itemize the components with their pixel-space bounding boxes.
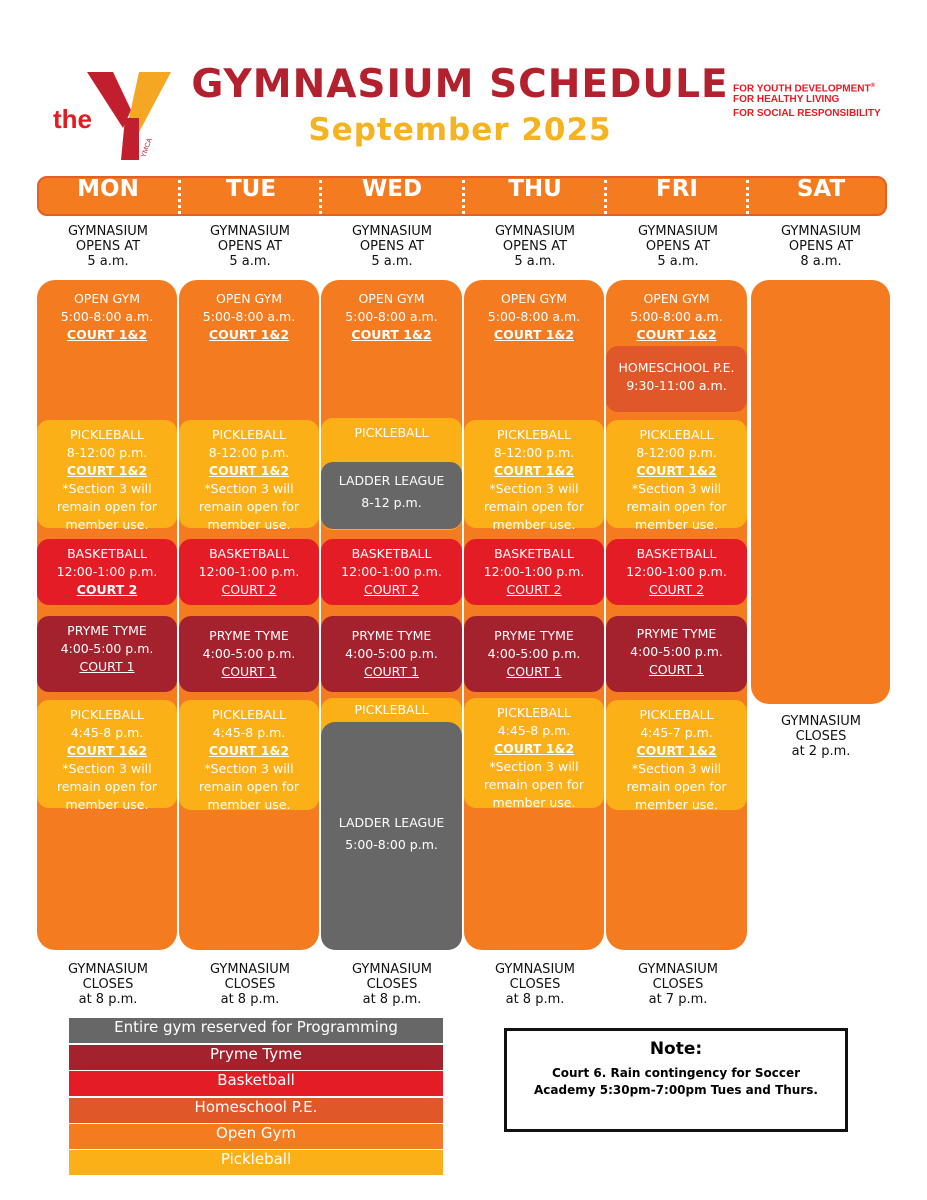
open-gym-block: OPEN GYM 5:00-8:00 a.m. COURT 1&2 xyxy=(345,291,438,342)
day-fri: FRI xyxy=(656,176,698,202)
tagline-1: FOR YOUTH DEVELOPMENT® xyxy=(733,83,876,95)
homeschool-pe-block: HOMESCHOOL P.E. 9:30-11:00 a.m. xyxy=(606,346,747,412)
pickleball-am-block: PICKLEBALL 8-12:00 p.m. COURT 1&2 *Section 3 will remain open for member use. xyxy=(606,420,747,528)
logo-the-text: the xyxy=(53,104,92,134)
pryme-tyme-block: PRYME TYME 4:00-5:00 p.m. COURT 1 xyxy=(37,616,177,692)
ymca-logo-icon xyxy=(83,66,173,162)
open-gym-block: OPEN GYM 5:00-8:00 a.m. COURT 1&2 xyxy=(487,291,581,342)
legend-open-gym: Open Gym xyxy=(69,1124,443,1149)
note-heading: Note: xyxy=(649,1039,703,1059)
pickleball-wed-am-block: PICKLEBALL xyxy=(321,418,462,530)
pryme-tyme-block: PRYME TYME 4:00-5:00 p.m. COURT 1 xyxy=(464,616,604,692)
pickleball-am-block: PICKLEBALL 8-12:00 p.m. COURT 1&2 *Section 3 will remain open for member use. xyxy=(464,420,604,528)
opens-wed: GYMNASIUM OPENS AT 5 a.m. xyxy=(351,224,433,269)
day-divider xyxy=(604,180,607,214)
page-subtitle: September 2025 xyxy=(308,112,612,148)
closes-mon: GYMNASIUM CLOSES at 8 p.m. xyxy=(67,962,149,1007)
day-divider xyxy=(319,180,322,214)
opens-mon: GYMNASIUM OPENS AT 5 a.m. xyxy=(67,224,149,269)
legend-pickleball: Pickleball xyxy=(69,1150,443,1175)
legend-programming: Entire gym reserved for Programming xyxy=(69,1018,443,1043)
legend-homeschool: Homeschool P.E. xyxy=(69,1098,443,1123)
closes-tue: GYMNASIUM CLOSES at 8 p.m. xyxy=(209,962,291,1007)
pickleball-pm-block: PICKLEBALL 4:45-8 p.m. COURT 1&2 *Section 3 will remain open for member use. xyxy=(179,700,319,810)
basketball-block: BASKETBALL 12:00-1:00 p.m. COURT 2 xyxy=(606,539,747,605)
basketball-block: BASKETBALL 12:00-1:00 p.m. COURT 2 xyxy=(321,539,462,605)
open-gym-block: OPEN GYM 5:00-8:00 a.m. COURT 1&2 xyxy=(630,291,723,342)
open-gym-block: OPEN GYM 5:00-8:00 a.m. COURT 1&2 xyxy=(60,291,154,342)
day-divider xyxy=(178,180,181,214)
pickleball-pm-block: PICKLEBALL 4:45-7 p.m. COURT 1&2 *Section 3 will remain open for member use. xyxy=(606,700,747,810)
logo-small-text: YMCA xyxy=(140,137,154,159)
page-title: GYMNASIUM SCHEDULE xyxy=(191,62,729,107)
tagline-3: FOR SOCIAL RESPONSIBILITY xyxy=(733,108,881,119)
pryme-tyme-block: PRYME TYME 4:00-5:00 p.m. COURT 1 xyxy=(179,616,319,692)
day-wed: WED xyxy=(361,176,423,202)
pickleball-pm-block: PICKLEBALL 4:45-8 p.m. COURT 1&2 *Section 3 will remain open for member use. xyxy=(37,700,177,808)
closes-fri: GYMNASIUM CLOSES at 7 p.m. xyxy=(637,962,719,1007)
sat-column xyxy=(751,280,890,704)
day-tue: TUE xyxy=(225,176,277,202)
open-gym-block: OPEN GYM 5:00-8:00 a.m. COURT 1&2 xyxy=(202,291,296,342)
legend-basketball: Basketball xyxy=(69,1071,443,1096)
pickleball-am-block: PICKLEBALL 8-12:00 p.m. COURT 1&2 *Section 3 will remain open for member use. xyxy=(37,420,177,528)
day-mon: MON xyxy=(77,176,139,202)
opens-tue: GYMNASIUM OPENS AT 5 a.m. xyxy=(209,224,291,269)
opens-fri: GYMNASIUM OPENS AT 5 a.m. xyxy=(637,224,719,269)
closes-thu: GYMNASIUM CLOSES at 8 p.m. xyxy=(494,962,576,1007)
note-body: Court 6. Rain contingency for Soccer Academy 5:30pm-7:00pm Tues and Thurs. xyxy=(534,1066,818,1097)
pryme-tyme-block: PRYME TYME 4:00-5:00 p.m. COURT 1 xyxy=(321,616,462,692)
closes-wed: GYMNASIUM CLOSES at 8 p.m. xyxy=(351,962,433,1007)
opens-thu: GYMNASIUM OPENS AT 5 a.m. xyxy=(494,224,576,269)
closes-sat: GYMNASIUM CLOSES at 2 p.m. xyxy=(780,714,862,759)
note-box xyxy=(504,1028,848,1132)
opens-sat: GYMNASIUM OPENS AT 8 a.m. xyxy=(780,224,862,269)
day-thu: THU xyxy=(508,176,562,202)
legend-pryme-tyme: Pryme Tyme xyxy=(69,1045,443,1070)
pickleball-pm-block: PICKLEBALL 4:45-8 p.m. COURT 1&2 *Section 3 will remain open for member use. xyxy=(464,698,604,808)
day-sat: SAT xyxy=(796,176,846,202)
ladder-league-am-block: LADDER LEAGUE 8-12 p.m. xyxy=(321,462,462,529)
pickleball-wed-pm-block: PICKLEBALL xyxy=(321,698,462,758)
pickleball-am-block: PICKLEBALL 8-12:00 p.m. COURT 1&2 *Section 3 will remain open for member use. xyxy=(179,420,319,528)
tue-column xyxy=(179,280,319,950)
ladder-league-pm-block: LADDER LEAGUE 5:00-8:00 p.m. xyxy=(321,722,462,950)
basketball-block: BASKETBALL 12:00-1:00 p.m. COURT 2 xyxy=(179,539,319,605)
basketball-block: BASKETBALL 12:00-1:00 p.m. COURT 2 xyxy=(464,539,604,605)
tagline-2: FOR HEALTHY LIVING xyxy=(733,94,840,105)
day-divider xyxy=(746,180,749,214)
day-divider xyxy=(462,180,465,214)
thu-column xyxy=(464,280,604,950)
pryme-tyme-block: PRYME TYME 4:00-5:00 p.m. COURT 1 xyxy=(606,616,747,692)
basketball-block: BASKETBALL 12:00-1:00 p.m. COURT 2 xyxy=(37,539,177,605)
mon-column xyxy=(37,280,177,950)
